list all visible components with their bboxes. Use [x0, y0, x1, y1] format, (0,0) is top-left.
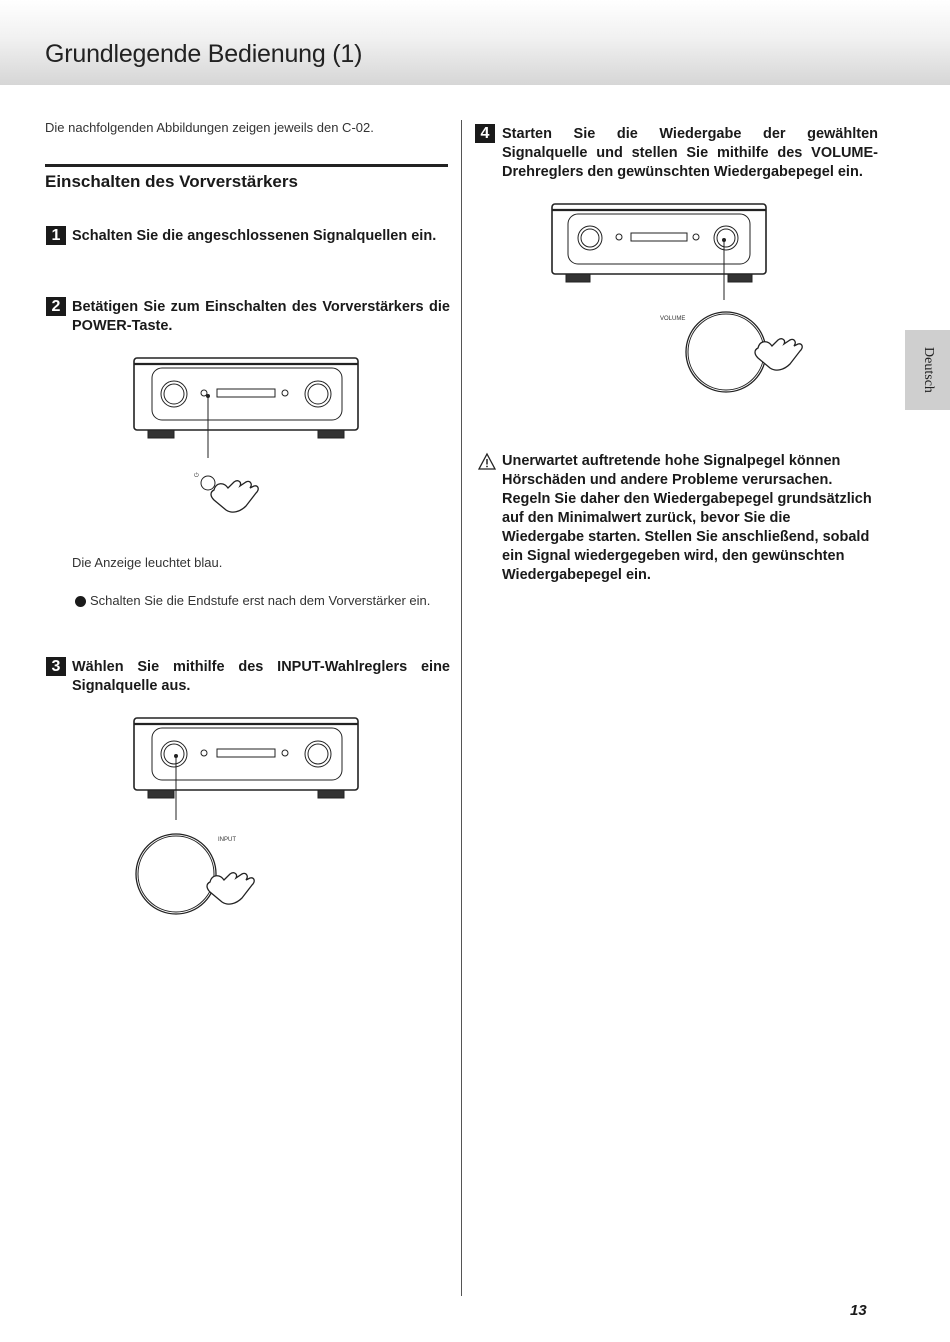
step-2-number: 2 [46, 297, 66, 316]
step-4-number: 4 [475, 124, 495, 143]
column-divider [461, 120, 462, 1296]
step-1-text: Schalten Sie die angeschlossenen Signalquellen ein. [72, 228, 437, 244]
power-symbol: ⏻ [194, 473, 199, 479]
volume-label: VOLUME [660, 316, 686, 322]
step-3-number: 3 [46, 657, 66, 676]
figure-input-knob [128, 714, 368, 919]
figure-volume-knob [546, 200, 806, 400]
intro-text: Die nachfolgenden Abbildungen zeigen jeweils den C-02. [45, 120, 374, 135]
language-tab [905, 330, 950, 410]
language-tab-label: Deutsch [920, 347, 936, 393]
figure-power-button [128, 354, 368, 529]
indicator-note: Die Anzeige leuchtet blau. [72, 555, 223, 570]
bullet-icon [75, 596, 86, 607]
warning-text: Unerwartet auftretende hohe Signalpegel können Hörschäden und andere Probleme verursachen. Regeln Sie daher den Wiedergabepegel grundsätzlich auf den Minimalwert zurück, bevor Sie die Wiedergabe starten. Stellen Sie anschließend, sobald ein Signal wiedergegeben wird, den gewünschten Wiedergabepegel ein. [502, 453, 872, 583]
bullet-note: Schalten Sie die Endstufe erst nach dem Vorverstärker ein. [90, 593, 431, 608]
warning-triangle-icon [478, 453, 496, 470]
section-title: Einschalten des Vorverstärkers [45, 172, 298, 191]
step-4-text: Starten Sie die Wiedergabe der gewählten Signalquelle und stellen Sie mithilfe des VOLUME-Drehreglers den gewünschten Wiedergabepegel ein. [502, 126, 878, 180]
input-label: INPUT [218, 837, 236, 843]
page-number: 13 [850, 1302, 867, 1319]
step-2-text: Betätigen Sie zum Einschalten des Vorverstärkers die POWER-Taste. [72, 299, 450, 334]
step-1-number: 1 [46, 226, 66, 245]
step-3-text: Wählen Sie mithilfe des INPUT-Wahlreglers eine Signalquelle aus. [72, 659, 450, 694]
page-title: Grundlegende Bedienung (1) [45, 40, 363, 68]
section-rule [45, 164, 448, 167]
